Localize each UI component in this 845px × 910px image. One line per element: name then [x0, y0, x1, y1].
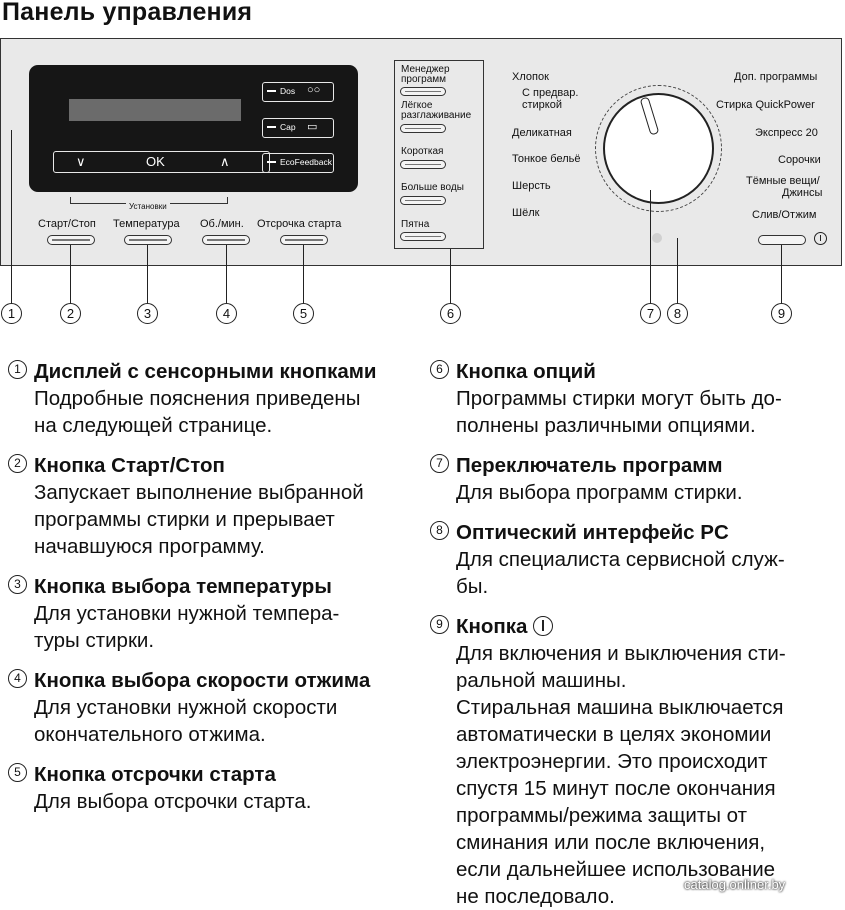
program-dark-1: Тёмные вещи/: [746, 175, 820, 187]
cap-label: Cap: [280, 122, 296, 132]
item-line: не последовало.: [456, 885, 615, 908]
program-shirts: Сорочки: [778, 154, 821, 166]
program-drain: Слив/Отжим: [752, 209, 817, 221]
leader-line-4: [226, 245, 227, 303]
item-number: 2: [8, 454, 27, 473]
more-water-option-button: [400, 196, 446, 205]
optical-interface: [652, 233, 662, 243]
delay-button: [280, 235, 328, 245]
program-prewash-2: стиркой: [522, 99, 562, 111]
manager-option-button: [400, 87, 446, 96]
program-dark-2: Джинсы: [782, 187, 823, 199]
item-line: Для установки нужной скорости: [34, 696, 338, 719]
item-line: Для специалиста сервисной служ-: [456, 548, 785, 571]
item-7: [436, 452, 743, 506]
power-icon: [814, 232, 827, 245]
leader-line-2: [70, 245, 71, 303]
lcd-screen: [69, 99, 241, 121]
dos-label: Dos: [280, 86, 296, 96]
page-title: Панель управления: [2, 0, 253, 26]
temperature-button: [124, 235, 172, 245]
callout-2: 2: [60, 303, 81, 324]
callout-9: 9: [771, 303, 792, 324]
down-arrow-icon: ∨: [76, 154, 86, 169]
item-title: Кнопка выбора температуры: [34, 575, 332, 598]
item-title: Кнопка опций: [456, 360, 596, 383]
delay-label: Отсрочка старта: [257, 218, 342, 230]
item-number: 4: [8, 669, 27, 688]
item-line: электроэнергии. Это происходит: [456, 750, 768, 773]
callout-4: 4: [216, 303, 237, 324]
program-extra: Доп. программы: [734, 71, 818, 83]
item-title: Кнопка Старт/Стоп: [34, 454, 225, 477]
ecofeedback-touch-key: [262, 153, 334, 173]
item-line: если дальнейшее использование: [456, 858, 776, 881]
start-stop-button: [47, 235, 95, 245]
item-line: спустя 15 минут после окончания: [456, 777, 776, 800]
item-number: 9: [430, 615, 449, 634]
item-3: [14, 573, 340, 654]
power-button: [758, 235, 806, 245]
leader-line-3: [147, 245, 148, 303]
item-title: Дисплей с сенсорными кнопками: [34, 360, 377, 383]
item-line: сминания или после включения,: [456, 831, 766, 854]
item-4: [14, 667, 371, 748]
item-title: Оптический интерфейс PC: [456, 521, 729, 544]
manager-label-2: программ: [401, 74, 447, 85]
item-2: [14, 452, 364, 560]
item-line: программы стирки и прерывает: [34, 508, 335, 531]
program-selector-dial: [603, 93, 714, 204]
ok-label: OK: [146, 154, 165, 169]
item-line: Стиральная машина выключается: [456, 696, 784, 719]
short-option-button: [400, 160, 446, 169]
item-title: Переключатель программ: [456, 454, 723, 477]
item-line: ральной машины.: [456, 669, 627, 692]
item-number: 5: [8, 763, 27, 782]
capsule-icon: ▭: [307, 121, 318, 133]
item-title: Кнопка: [456, 615, 528, 638]
item-line: туры стирки.: [34, 629, 155, 652]
item-9: [436, 613, 786, 910]
cap-touch-key: [262, 118, 334, 138]
item-number: 7: [430, 454, 449, 473]
item-title: Кнопка отсрочки старта: [34, 763, 276, 786]
callout-5: 5: [293, 303, 314, 324]
item-number: 6: [430, 360, 449, 379]
easy-iron-label-1: Лёгкое: [401, 100, 433, 111]
program-delicate: Деликатная: [512, 127, 572, 139]
easy-iron-label-2: разглаживание: [401, 110, 472, 121]
program-express: Экспресс 20: [755, 127, 818, 139]
temperature-label: Температура: [113, 218, 180, 230]
leader-line-7: [650, 190, 651, 303]
item-line: Для включения и выключения сти-: [456, 642, 786, 665]
leader-line-1: [11, 130, 12, 304]
power-symbol-icon: [533, 616, 553, 636]
manager-label-1: Менеджер: [401, 64, 450, 75]
callout-1: 1: [1, 303, 22, 324]
item-line: бы.: [456, 575, 489, 598]
settings-label: Установки: [126, 202, 170, 211]
item-line: Запускает выполнение выбранной: [34, 481, 364, 504]
callout-6: 6: [440, 303, 461, 324]
item-1: [14, 358, 377, 439]
item-line: полнены различными опциями.: [456, 414, 756, 437]
dos-touch-key: [262, 82, 334, 102]
up-arrow-icon: ∧: [220, 154, 230, 169]
stains-label: Пятна: [401, 219, 430, 230]
item-5: [14, 761, 312, 815]
ecofeedback-label: EcoFeedback: [280, 157, 332, 167]
item-line: начавшуюся программу.: [34, 535, 265, 558]
display-nav-bar: [53, 151, 270, 173]
item-line: окончательного отжима.: [34, 723, 266, 746]
drops-icon: ○○: [307, 84, 321, 96]
leader-line-6: [450, 249, 451, 303]
item-line: автоматически в целях экономии: [456, 723, 772, 746]
item-line: на следующей странице.: [34, 414, 273, 437]
watermark: catalog.onliner.by: [684, 877, 786, 892]
touch-display: [29, 65, 358, 192]
start-stop-label: Старт/Стоп: [38, 218, 96, 230]
program-quickpower: Стирка QuickPower: [716, 99, 815, 111]
callout-7: 7: [640, 303, 661, 324]
more-water-label: Больше воды: [401, 182, 464, 193]
program-cotton: Хлопок: [512, 71, 549, 83]
leader-line-5: [303, 245, 304, 303]
options-box: [394, 60, 484, 249]
leader-line-9: [781, 245, 782, 303]
program-prewash-1: С предвар.: [522, 87, 579, 99]
item-title: Кнопка выбора скорости отжима: [34, 669, 371, 692]
leader-line-8: [677, 238, 678, 303]
item-line: Для установки нужной темпера-: [34, 602, 340, 625]
item-6: [436, 358, 782, 439]
item-line: Подробные пояснения приведены: [34, 387, 361, 410]
item-number: 3: [8, 575, 27, 594]
program-wool: Шерсть: [512, 180, 551, 192]
callout-8: 8: [667, 303, 688, 324]
item-line: Для выбора отсрочки старта.: [34, 790, 312, 813]
callout-3: 3: [137, 303, 158, 324]
item-8: [436, 519, 785, 600]
item-number: 1: [8, 360, 27, 379]
short-label: Короткая: [401, 146, 444, 157]
program-lingerie: Тонкое бельё: [512, 153, 581, 165]
spin-button: [202, 235, 250, 245]
item-line: Для выбора программ стирки.: [456, 481, 743, 504]
item-line: Программы стирки могут быть до-: [456, 387, 782, 410]
spin-label: Об./мин.: [200, 218, 244, 230]
item-line: программы/режима защиты от: [456, 804, 748, 827]
stains-option-button: [400, 232, 446, 241]
program-silk: Шёлк: [512, 207, 540, 219]
item-number: 8: [430, 521, 449, 540]
easy-iron-option-button: [400, 124, 446, 133]
